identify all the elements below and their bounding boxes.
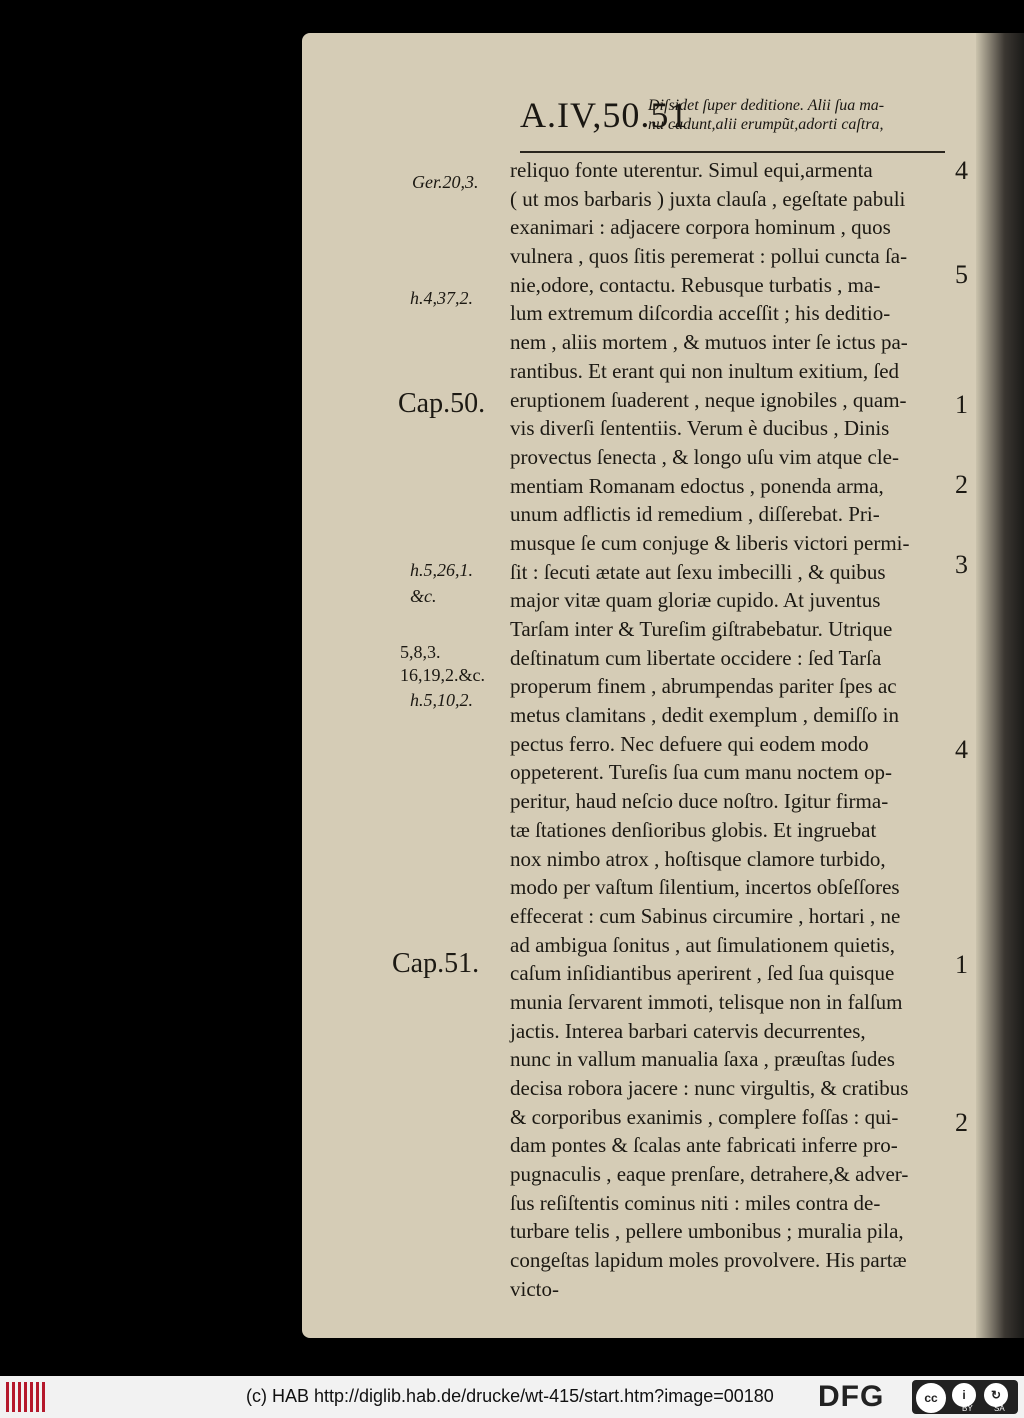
text-line: modo per vaſtum ſilentium, incertos obſeſſores <box>510 875 900 900</box>
folio-reference: A.IV,50.51 <box>520 95 689 135</box>
section-number: 3 <box>955 550 968 579</box>
text-line: nunc in vallum manualia ſaxa , præuſtas ſudes <box>510 1047 895 1072</box>
dfg-logo: DFG <box>818 1380 885 1413</box>
text-line: pugnaculis , eaque prenſare, detrahere,& adver- <box>510 1162 909 1187</box>
cc-sa-icon: ↻ <box>984 1383 1008 1407</box>
main-text <box>510 156 950 1304</box>
text-line: decisa robora jacere : nunc virgultis, & cratibus <box>510 1076 909 1100</box>
text-line: peritur, haud neſcio duce noſtro. Igitur firma- <box>510 789 889 814</box>
text-line: mentiam Romanam edoctus , ponenda arma, <box>510 473 884 498</box>
text-line: turbare telis , pellere umbonibus ; muralia pila, <box>510 1219 904 1244</box>
section-number: 5 <box>955 260 968 289</box>
text-line: nox nimbo atrox , hoſtisque clamore turbido, <box>510 846 886 871</box>
margin-note: 5,8,3. <box>400 642 441 662</box>
hab-logo-icon <box>6 1382 46 1412</box>
header-rule <box>520 151 945 153</box>
viewer-footer <box>0 1376 1024 1418</box>
text-line: effecerat : cum Sabinus circumire , hortari , ne <box>510 903 901 928</box>
chapter-summary <box>648 96 958 134</box>
text-line: & corporibus exanimis , complere foſſas : qui- <box>510 1104 899 1129</box>
text-line: provectus ſenecta , & longo uſu vim atque cle- <box>510 444 899 469</box>
summary-line: Diſsidet ſuper deditione. Alii ſua ma- <box>648 97 885 114</box>
text-line: ( ut mos barbaris ) juxta clauſa , egeſtate pabuli <box>510 186 906 211</box>
section-number: 4 <box>955 156 968 185</box>
text-line: munia ſervarent immoti, telisque non in falſum <box>510 989 903 1014</box>
text-line: eruptionem ſuaderent , neque ignobiles , quam- <box>510 387 907 412</box>
text-line: rantibus. Et erant qui non inultum exitium, ſed <box>510 358 900 383</box>
text-line: nie,odore, contactu. Rebusque turbatis , ma- <box>510 272 881 297</box>
text-line: Tarſam inter & Tureſim giſtrabebatur. Utrique <box>510 617 893 641</box>
margin-note: h.5,26,1. <box>410 560 473 580</box>
text-line: congeſtas lapidum moles provolvere. His partæ <box>510 1248 907 1273</box>
text-line: pectus ferro. Nec defuere qui eodem modo <box>510 731 869 756</box>
margin-note: Ger.20,3. <box>412 172 479 192</box>
text-line: reliquo fonte uterentur. Simul equi,armenta <box>510 158 873 182</box>
text-line: ad ambigua ſonitus , aut ſimulationem quietis, <box>510 932 895 957</box>
text-line: jactis. Interea barbari catervis decurrentes, <box>510 1018 866 1043</box>
text-line: dam pontes & ſcalas ante fabricati inferre pro- <box>510 1133 898 1158</box>
margin-note: h.5,10,2. <box>410 690 473 710</box>
text-line: ſus reſiſtentis cominus niti : miles contra de- <box>510 1190 881 1215</box>
text-line: lum extremum diſcordia acceſſit ; his deditio- <box>510 301 891 326</box>
chapter-marker: Cap.50. <box>398 388 486 419</box>
text-line: deſtinatum cum libertate occidere : ſed Tarſa <box>510 645 882 670</box>
running-head <box>520 90 960 150</box>
creative-commons-badge[interactable] <box>912 1380 1018 1414</box>
section-number: 1 <box>955 950 968 979</box>
page-edge-shadow <box>976 33 1024 1338</box>
text-line: nem , aliis mortem , & mutuos inter ſe ictus pa- <box>510 330 908 355</box>
section-number: 1 <box>955 390 968 419</box>
chapter-marker: Cap.51. <box>392 948 480 979</box>
text-line: ſit : ſecuti ætate aut ſexu imbecilli , & quibus <box>510 559 886 584</box>
section-number: 4 <box>955 735 968 764</box>
text-line: caſum inſidiantibus aperirent , ſed ſua quisque <box>510 961 895 986</box>
cc-by-icon: i <box>952 1383 976 1407</box>
margin-note: 16,19,2.&c. <box>400 665 485 685</box>
text-line: unum adflictis id remedium , diſſerebat. Pri- <box>510 502 880 527</box>
cc-by-label: BY <box>962 1404 973 1413</box>
section-number: 2 <box>955 1108 968 1137</box>
cc-icon: cc <box>916 1383 946 1413</box>
cc-sa-label: SA <box>994 1404 1005 1413</box>
text-line: tæ ſtationes denſioribus globis. Et ingruebat <box>510 817 877 842</box>
text-line: musque ſe cum conjuge & liberis victori permi- <box>510 530 910 555</box>
text-line: vis diverſi ſententiis. Verum è ducibus , Dinis <box>510 416 890 441</box>
summary-line: nu cadunt,alii erumpũt,adorti caſtra, <box>648 116 884 133</box>
margin-note: &c. <box>410 586 437 606</box>
text-line: major vitæ quam gloriæ cupido. At juventus <box>510 588 881 613</box>
copyright-link[interactable]: (c) HAB http://diglib.hab.de/drucke/wt-415/start.htm?image=00180 <box>246 1386 774 1406</box>
text-line: victo- <box>510 1276 559 1301</box>
text-line: exanimari : adjacere corpora hominum , quos <box>510 215 891 240</box>
text-line: metus clamitans , dedit exemplum , demiſſo in <box>510 703 900 728</box>
margin-note: h.4,37,2. <box>410 288 473 308</box>
text-line: vulnera , quos ſitis peremerat : pollui cuncta ſa- <box>510 244 908 269</box>
section-number: 2 <box>955 470 968 499</box>
text-line: properum finem , abrumpendas pariter ſpes ac <box>510 674 897 699</box>
text-line: oppeterent. Tureſis ſua cum manu noctem op- <box>510 760 893 785</box>
